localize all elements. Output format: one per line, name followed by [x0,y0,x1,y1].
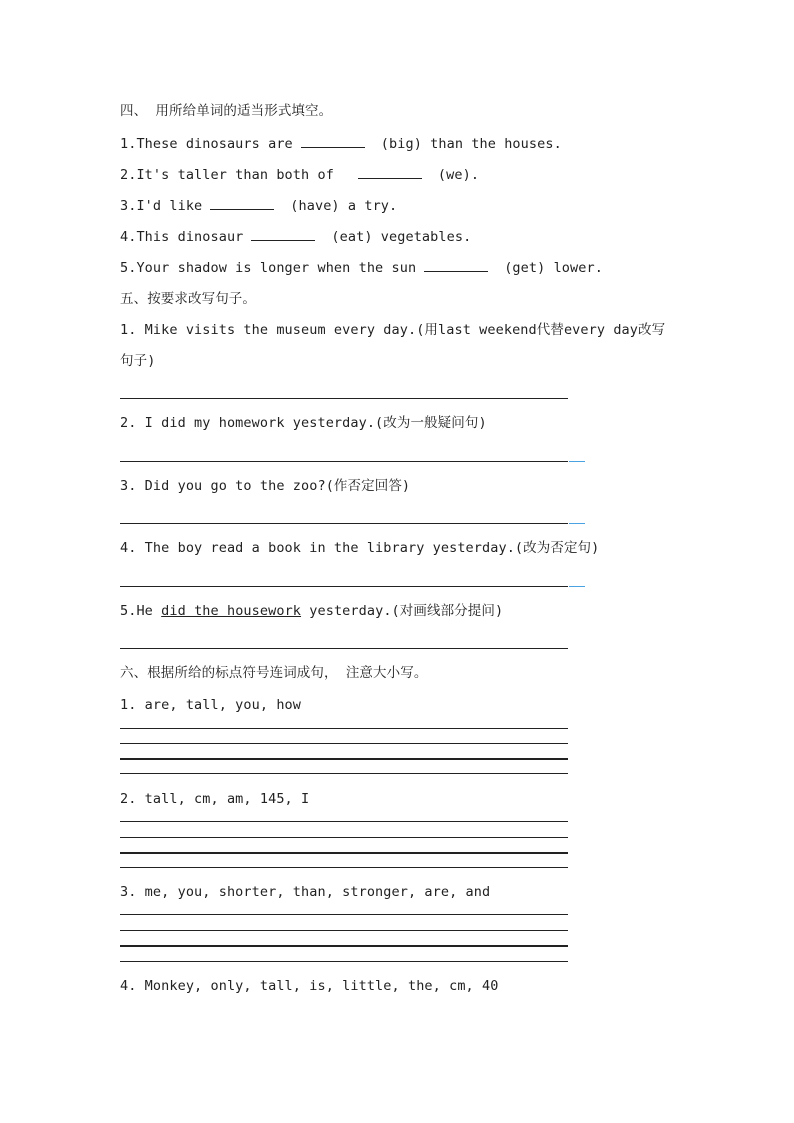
blue-mark [569,461,585,462]
s5-q2: 2. I did my homework yesterday.(改为一般疑问句) [120,415,487,431]
s4-item-1: 1.These dinosaurs are (big) than the houses. [120,136,562,152]
s5-q4: 4. The boy read a book in the library yesterday.(改为否定句) [120,540,600,556]
writing-line[interactable] [120,930,568,931]
writing-line[interactable] [120,728,568,729]
answer-line[interactable] [120,523,568,524]
answer-blank[interactable] [210,196,274,210]
s5-q1-line1: 1. Mike visits the museum every day.(用last weekend代替every day改写 [120,322,666,338]
s5-q3: 3. Did you go to the zoo?(作否定回答) [120,478,411,494]
writing-line[interactable] [120,773,568,774]
blue-mark [569,523,585,524]
s5-q1-line2: 句子) [120,353,156,369]
writing-line[interactable] [120,821,568,822]
writing-baseline[interactable] [120,945,568,947]
s4-item-5: 5.Your shadow is longer when the sun (get) lower. [120,260,603,276]
answer-blank[interactable] [251,227,315,241]
s6-q2: 2. tall, cm, am, 145, I [120,791,310,807]
writing-baseline[interactable] [120,758,568,760]
answer-line[interactable] [120,398,568,399]
underlined-phrase: did the housework [161,603,302,619]
s5-q5: 5.He did the housework yesterday.(对画线部分提问) [120,603,504,619]
s4-item-2: 2.It's taller than both of (we). [120,167,480,183]
writing-line[interactable] [120,837,568,838]
writing-line[interactable] [120,914,568,915]
section-6-title: 六、根据所给的标点符号连词成句， 注意大小写。 [120,665,428,681]
s6-q4: 4. Monkey, only, tall, is, little, the, cm, 40 [120,978,499,994]
answer-line[interactable] [120,586,568,587]
s6-q1: 1. are, tall, you, how [120,697,302,713]
writing-baseline[interactable] [120,852,568,854]
blue-mark [569,586,585,587]
writing-line[interactable] [120,743,568,744]
s6-q3: 3. me, you, shorter, than, stronger, are, and [120,884,491,900]
writing-line[interactable] [120,961,568,962]
section-4-title: 四、 用所给单词的适当形式填空。 [120,103,333,119]
s4-item-4: 4.This dinosaur (eat) vegetables. [120,229,472,245]
answer-line[interactable] [120,461,568,462]
answer-blank[interactable] [358,165,422,179]
writing-line[interactable] [120,867,568,868]
answer-blank[interactable] [424,258,488,272]
section-5-title: 五、按要求改写句子。 [120,291,256,307]
s4-item-3: 3.I'd like (have) a try. [120,198,398,214]
answer-line[interactable] [120,648,568,649]
answer-blank[interactable] [301,134,365,148]
